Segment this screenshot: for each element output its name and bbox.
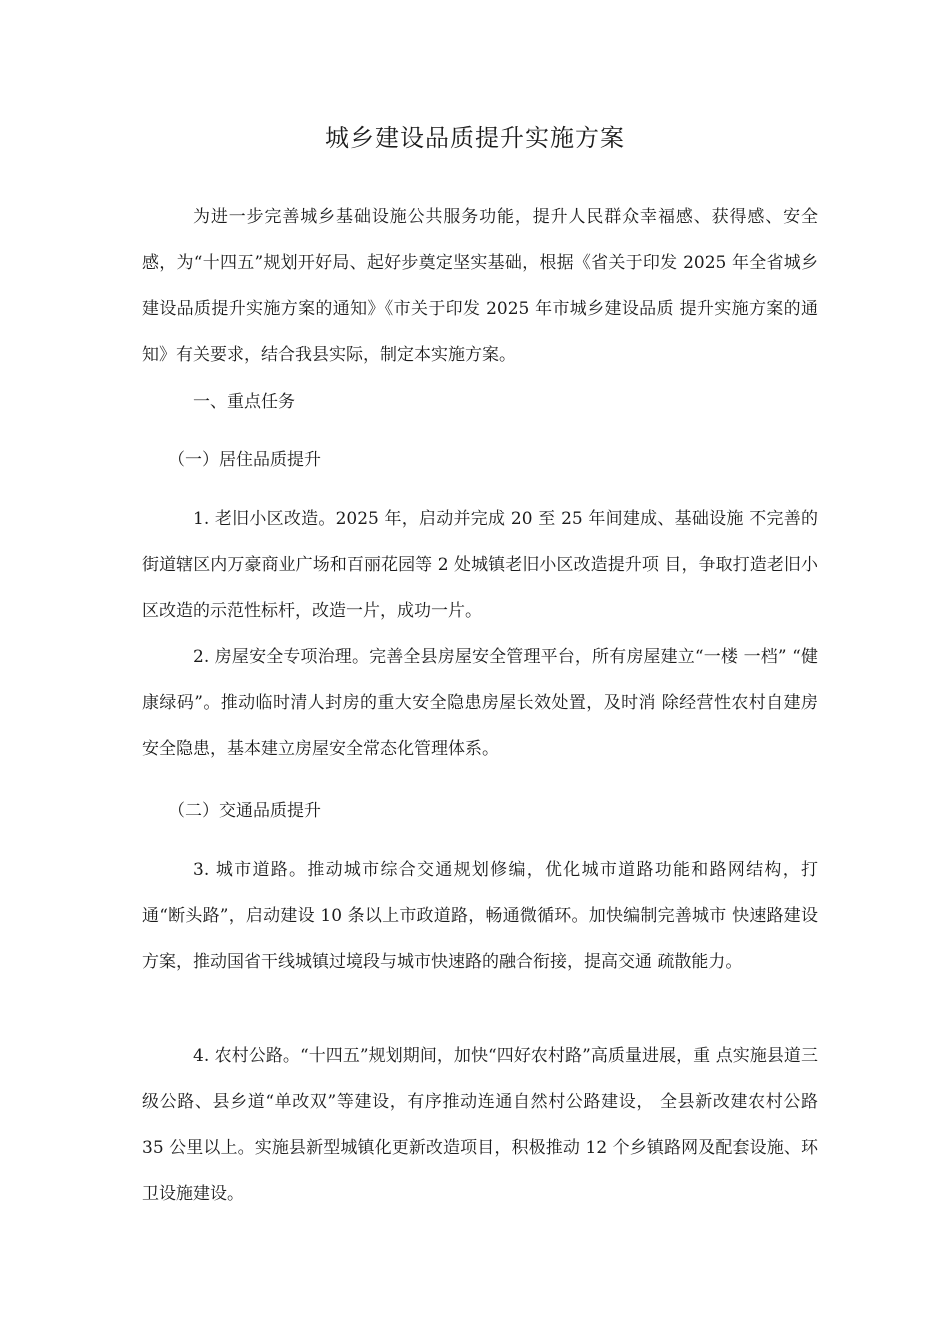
intro-paragraph: 为进一步完善城乡基础设施公共服务功能，提升人民群众幸福感、获得感、安全感，为“十四五”规划开好局、起好步奠定坚实基础，根据《省关于印发 2025 年全省城乡建设品质提升实施方案的通知》《市关于印发 2025 年市城乡建设品质 提升实施方案的通知》有关要求，结合我县实际，制定本实施方案。 [142, 207, 818, 365]
section-heading-key-tasks: 一、重点任务 [193, 392, 295, 412]
item-paragraph-2: 2. 房屋安全专项治理。完善全县房屋安全管理平台，所有房屋建立“一楼 一档” “健康绿码”。推动临时清人封房的重大安全隐患房屋长效处置，及时消 除经营性农村自建房安全隐患，基本建立房屋安全常态化管理体系。 [142, 647, 818, 759]
item-paragraph-4: 4. 农村公路。“十四五”规划期间，加快“四好农村路”高质量进展，重 点实施县道三级公路、县乡道“单改双”等建设，有序推动连通自然村公路建设， 全县新改建农村公路 35 公里以上。实施县新型城镇化更新改造项目，积极推动 12 个乡镇路网及配套设施、环卫设施建设。 [142, 1046, 818, 1204]
document-title: 城乡建设品质提升实施方案 [325, 124, 625, 152]
subsection-heading-housing: （一）居住品质提升 [168, 450, 321, 470]
item-paragraph-3: 3. 城市道路。推动城市综合交通规划修编，优化城市道路功能和路网结构，打通“断头路”，启动建设 10 条以上市政道路，畅通微循环。加快编制完善城市 快速路建设方案，推动国省干线城镇过境段与城市快速路的融合衔接，提高交通 疏散能力。 [142, 860, 818, 972]
item-paragraph-1: 1. 老旧小区改造。2025 年，启动并完成 20 至 25 年间建成、基础设施 不完善的街道辖区内万豪商业广场和百丽花园等 2 处城镇老旧小区改造提升项 目，争取打造老旧小区改造的示范性标杆，改造一片，成功一片。 [142, 509, 818, 621]
subsection-heading-transport: （二）交通品质提升 [168, 801, 321, 821]
